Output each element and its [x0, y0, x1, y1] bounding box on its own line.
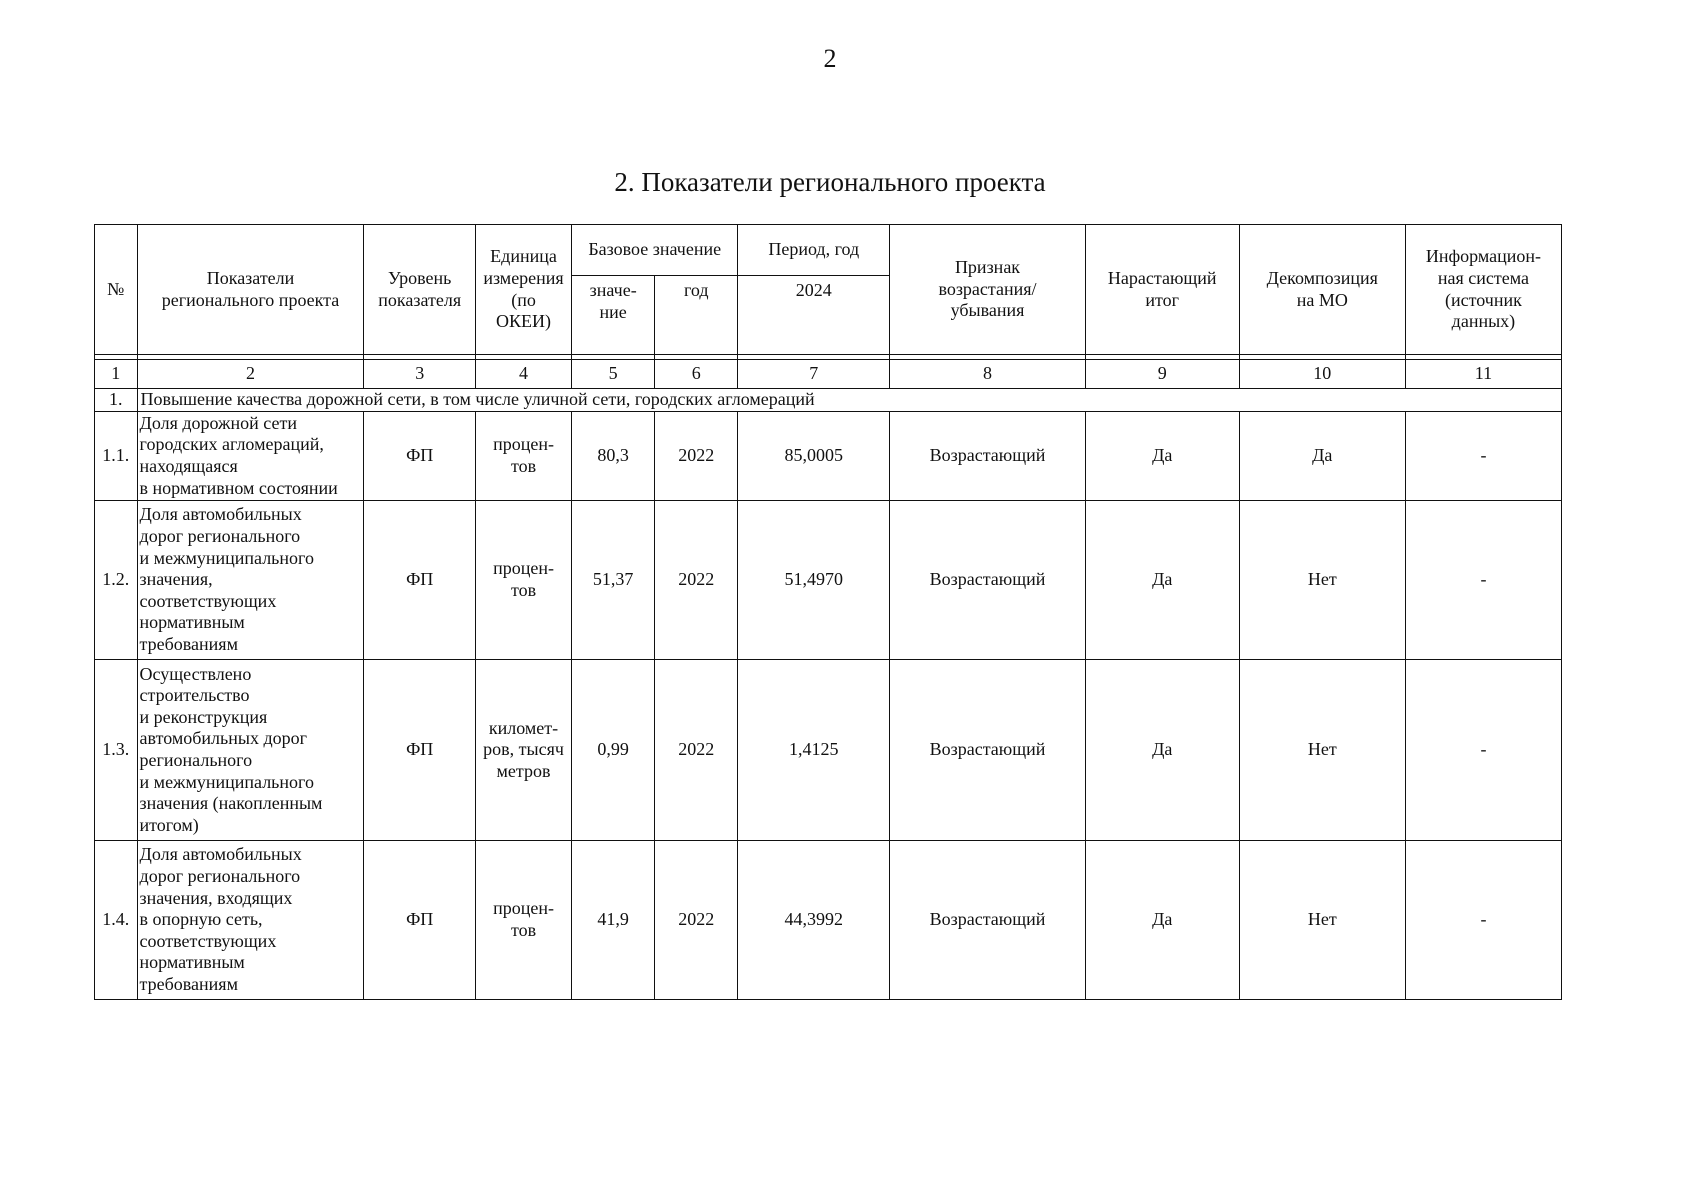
indicator-level: ФП [364, 412, 475, 501]
header-trend [890, 225, 1086, 355]
page-number: 2 [823, 44, 837, 73]
indicator-name-line: находящаяся [139, 456, 238, 476]
header-unit [475, 225, 571, 355]
header-level [364, 225, 475, 355]
base-value: 0,99 [572, 660, 655, 841]
section-title-cell: Повышение качества дорожной сети, в том числе уличной сети, городских агломераций [137, 389, 1561, 412]
header-text-line: ная система [1437, 267, 1529, 288]
indicator-name-line: Доля дорожной сети [139, 412, 297, 433]
header-base-value-value [572, 276, 655, 355]
cumulative-total: Да [1085, 841, 1239, 1000]
trend-sign: Возрастающий [890, 501, 1086, 660]
indicator-name-line: дорог регионального [139, 866, 301, 887]
column-number: 1 [95, 360, 138, 389]
header-cumulative [1085, 225, 1239, 355]
indicator-name-line: требованиям [139, 973, 238, 994]
cumulative-total: Да [1085, 660, 1239, 841]
table-row [95, 412, 1562, 501]
indicator-name-line: в нормативном состоянии [139, 477, 338, 498]
header-text-line: регионального проекта [161, 289, 340, 310]
indicator-name-line: в опорную сеть, [139, 909, 263, 930]
row-number: 1.3. [95, 660, 138, 841]
indicators-table [94, 224, 1562, 1000]
trend-sign: Возрастающий [890, 412, 1086, 501]
measurement-unit-line: процен- [493, 898, 554, 919]
measurement-unit [475, 412, 571, 501]
header-base-value-year: год [655, 276, 738, 355]
header-period: Период, год [738, 225, 890, 276]
column-numbers-row [95, 360, 1562, 389]
indicator-name [137, 501, 364, 660]
measurement-unit-line: ров, тысяч [483, 739, 564, 760]
header-text-line: Декомпозиция [1266, 267, 1378, 288]
column-number: 11 [1405, 360, 1561, 389]
decomposition-mo: Нет [1239, 501, 1405, 660]
measurement-unit [475, 501, 571, 660]
cumulative-total: Да [1085, 501, 1239, 660]
indicator-name-line: дорог регионального [139, 526, 301, 547]
indicator-name [137, 841, 364, 1000]
indicator-name-line: требованиям [139, 633, 238, 654]
header-text-line: Показатели [206, 267, 295, 288]
decomposition-mo: Нет [1239, 841, 1405, 1000]
column-number: 9 [1085, 360, 1239, 389]
header-text-line: Нарастающий [1107, 267, 1217, 288]
header-text-line: итог [1145, 289, 1180, 310]
indicator-name-line: соответствующих [139, 930, 277, 951]
header-text-line: ОКЕИ) [496, 311, 552, 332]
indicator-name-line: Осуществлено [139, 663, 252, 684]
indicators-table-container [94, 224, 1562, 1000]
indicator-name [137, 412, 364, 501]
table-header [95, 225, 1562, 355]
indicator-name-line: значения, [139, 569, 213, 590]
section-title: 2. Показатели регионального проекта [614, 167, 1046, 197]
header-text-line: Уровень [387, 267, 452, 288]
indicator-name-line: итогом) [139, 814, 199, 835]
indicator-name-line: автомобильных дорог [139, 728, 308, 749]
indicator-level: ФП [364, 660, 475, 841]
measurement-unit-line: процен- [493, 558, 554, 579]
info-system: - [1405, 501, 1561, 660]
header-text-line: Информацион- [1425, 246, 1542, 267]
target-value-2024: 85,0005 [738, 412, 890, 501]
base-year: 2022 [655, 412, 738, 501]
indicator-name-line: нормативным [139, 952, 245, 973]
row-number: 1.4. [95, 841, 138, 1000]
section-row [95, 389, 1562, 412]
indicator-level: ФП [364, 501, 475, 660]
indicator-name-line: значения (накопленным [139, 793, 323, 814]
row-number: 1.2. [95, 501, 138, 660]
indicator-name [137, 660, 364, 841]
header-text-line: измерения [483, 267, 564, 288]
header-text-line: убывания [950, 300, 1025, 321]
measurement-unit [475, 841, 571, 1000]
measurement-unit-line: метров [496, 760, 551, 781]
indicator-name-line: Доля автомобильных [139, 504, 302, 525]
header-indicator [137, 225, 364, 355]
target-value-2024: 1,4125 [738, 660, 890, 841]
trend-sign: Возрастающий [890, 841, 1086, 1000]
header-period-year: 2024 [738, 276, 890, 355]
column-number: 7 [738, 360, 890, 389]
base-value: 41,9 [572, 841, 655, 1000]
header-text-line: Единица [490, 246, 557, 267]
indicator-name-line: и реконструкция [139, 706, 268, 727]
header-text-line: (по [511, 289, 536, 310]
header-text-line: (источник [1445, 289, 1522, 310]
column-number: 6 [655, 360, 738, 389]
column-number: 8 [890, 360, 1086, 389]
table-row [95, 660, 1562, 841]
header-decomposition [1239, 225, 1405, 355]
table-row [95, 501, 1562, 660]
base-value: 80,3 [572, 412, 655, 501]
table-body [95, 355, 1562, 1000]
column-number: 3 [364, 360, 475, 389]
indicator-name-line: Доля автомобильных [139, 844, 302, 865]
measurement-unit-line: тов [510, 580, 537, 600]
indicator-name-line: соответствующих [139, 590, 277, 611]
indicator-level: ФП [364, 841, 475, 1000]
base-year: 2022 [655, 660, 738, 841]
trend-sign: Возрастающий [890, 660, 1086, 841]
cumulative-total: Да [1085, 412, 1239, 501]
indicator-name-line: и межмуниципального [139, 547, 314, 568]
row-number: 1.1. [95, 412, 138, 501]
header-info-system [1405, 225, 1561, 355]
header-base-value: Базовое значение [572, 225, 738, 276]
base-year: 2022 [655, 841, 738, 1000]
header-text-line: показателя [378, 289, 462, 310]
header-text-line: значе- [589, 280, 637, 300]
indicator-name-line: строительство [139, 685, 250, 706]
header-text-line: данных) [1451, 311, 1516, 332]
indicator-name-line: значения, входящих [139, 887, 293, 908]
measurement-unit-line: тов [510, 920, 537, 940]
indicator-name-line: городских агломераций, [139, 434, 324, 455]
indicator-name-line: нормативным [139, 612, 245, 633]
base-value: 51,37 [572, 501, 655, 660]
indicator-name-line: регионального [139, 750, 253, 770]
target-value-2024: 51,4970 [738, 501, 890, 660]
measurement-unit [475, 660, 571, 841]
header-text-line: возрастания/ [938, 278, 1037, 299]
section-number: 1. [95, 389, 138, 412]
measurement-unit-line: километ- [488, 717, 559, 738]
column-number: 10 [1239, 360, 1405, 389]
header-text-line: ние [599, 301, 627, 322]
info-system: - [1405, 412, 1561, 501]
info-system: - [1405, 841, 1561, 1000]
header-text-line: на МО [1296, 289, 1348, 310]
column-number: 5 [572, 360, 655, 389]
column-number: 4 [475, 360, 571, 389]
decomposition-mo: Нет [1239, 660, 1405, 841]
table-row [95, 841, 1562, 1000]
target-value-2024: 44,3992 [738, 841, 890, 1000]
decomposition-mo: Да [1239, 412, 1405, 501]
column-number: 2 [137, 360, 364, 389]
header-num: № [95, 225, 138, 355]
header-text-line: Признак [954, 257, 1021, 278]
indicator-name-line: и межмуниципального [139, 771, 314, 792]
base-year: 2022 [655, 501, 738, 660]
measurement-unit-line: процен- [493, 434, 554, 455]
measurement-unit-line: тов [510, 456, 537, 476]
info-system: - [1405, 660, 1561, 841]
